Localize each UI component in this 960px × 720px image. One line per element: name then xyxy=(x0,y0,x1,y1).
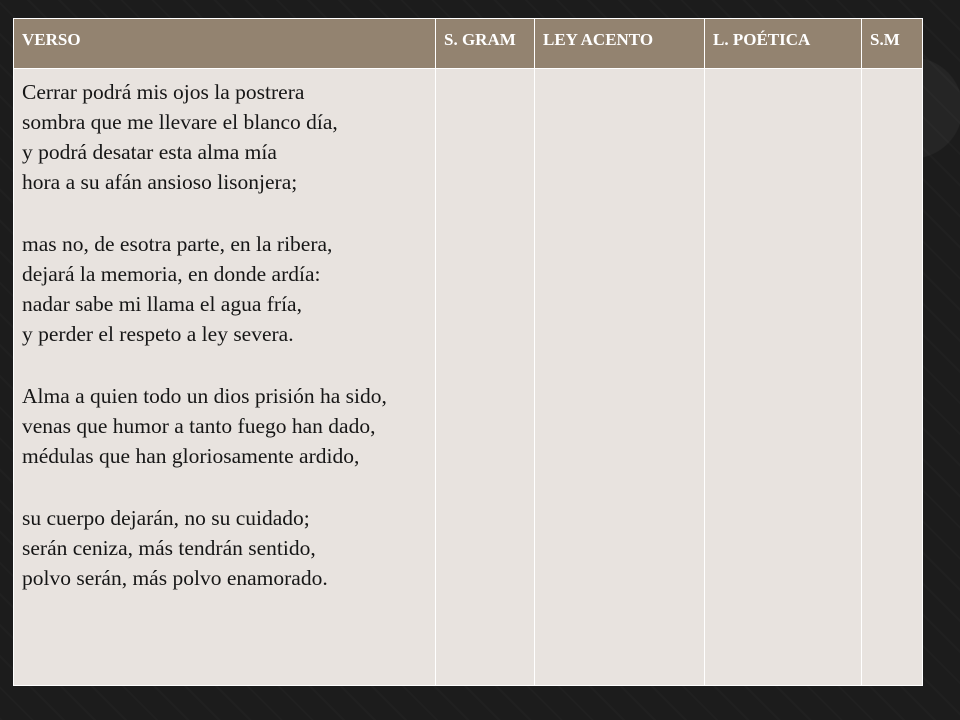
s-gram-cell xyxy=(436,69,535,686)
table-row xyxy=(14,69,923,686)
verse-line: médulas que han gloriosamente ardido, xyxy=(22,444,360,468)
stanza-3 xyxy=(22,381,429,471)
header-row xyxy=(14,19,923,69)
verse-line: y perder el respeto a ley severa. xyxy=(22,322,294,346)
verse-line: polvo serán, más polvo enamorado. xyxy=(22,566,328,590)
header-s-gram: S. GRAM xyxy=(436,19,535,69)
stanza-4 xyxy=(22,503,429,593)
verse-line: hora a su afán ansioso lisonjera; xyxy=(22,170,298,194)
verse-line: nadar sabe mi llama el agua fría, xyxy=(22,292,302,316)
header-l-poetica: L. POÉTICA xyxy=(705,19,862,69)
verse-line: mas no, de esotra parte, en la ribera, xyxy=(22,232,333,256)
verse-line: Cerrar podrá mis ojos la postrera xyxy=(22,80,305,104)
header-s-m: S.M xyxy=(862,19,923,69)
ley-acento-cell xyxy=(535,69,705,686)
verse-cell xyxy=(14,69,436,686)
verse-line: su cuerpo dejarán, no su cuidado; xyxy=(22,506,310,530)
header-verso: VERSO xyxy=(14,19,436,69)
verse-line: sombra que me llevare el blanco día, xyxy=(22,110,338,134)
s-m-cell xyxy=(862,69,923,686)
verse-line: venas que humor a tanto fuego han dado, xyxy=(22,414,376,438)
l-poetica-cell xyxy=(705,69,862,686)
verse-line: serán ceniza, más tendrán sentido, xyxy=(22,536,316,560)
verse-line: Alma a quien todo un dios prisión ha sido, xyxy=(22,384,387,408)
verse-line: y podrá desatar esta alma mía xyxy=(22,140,277,164)
stanza-1 xyxy=(22,77,429,197)
stanza-2 xyxy=(22,229,429,349)
poem-analysis-table xyxy=(13,18,923,686)
verse-line: dejará la memoria, en donde ardía: xyxy=(22,262,321,286)
header-ley-acento: LEY ACENTO xyxy=(535,19,705,69)
